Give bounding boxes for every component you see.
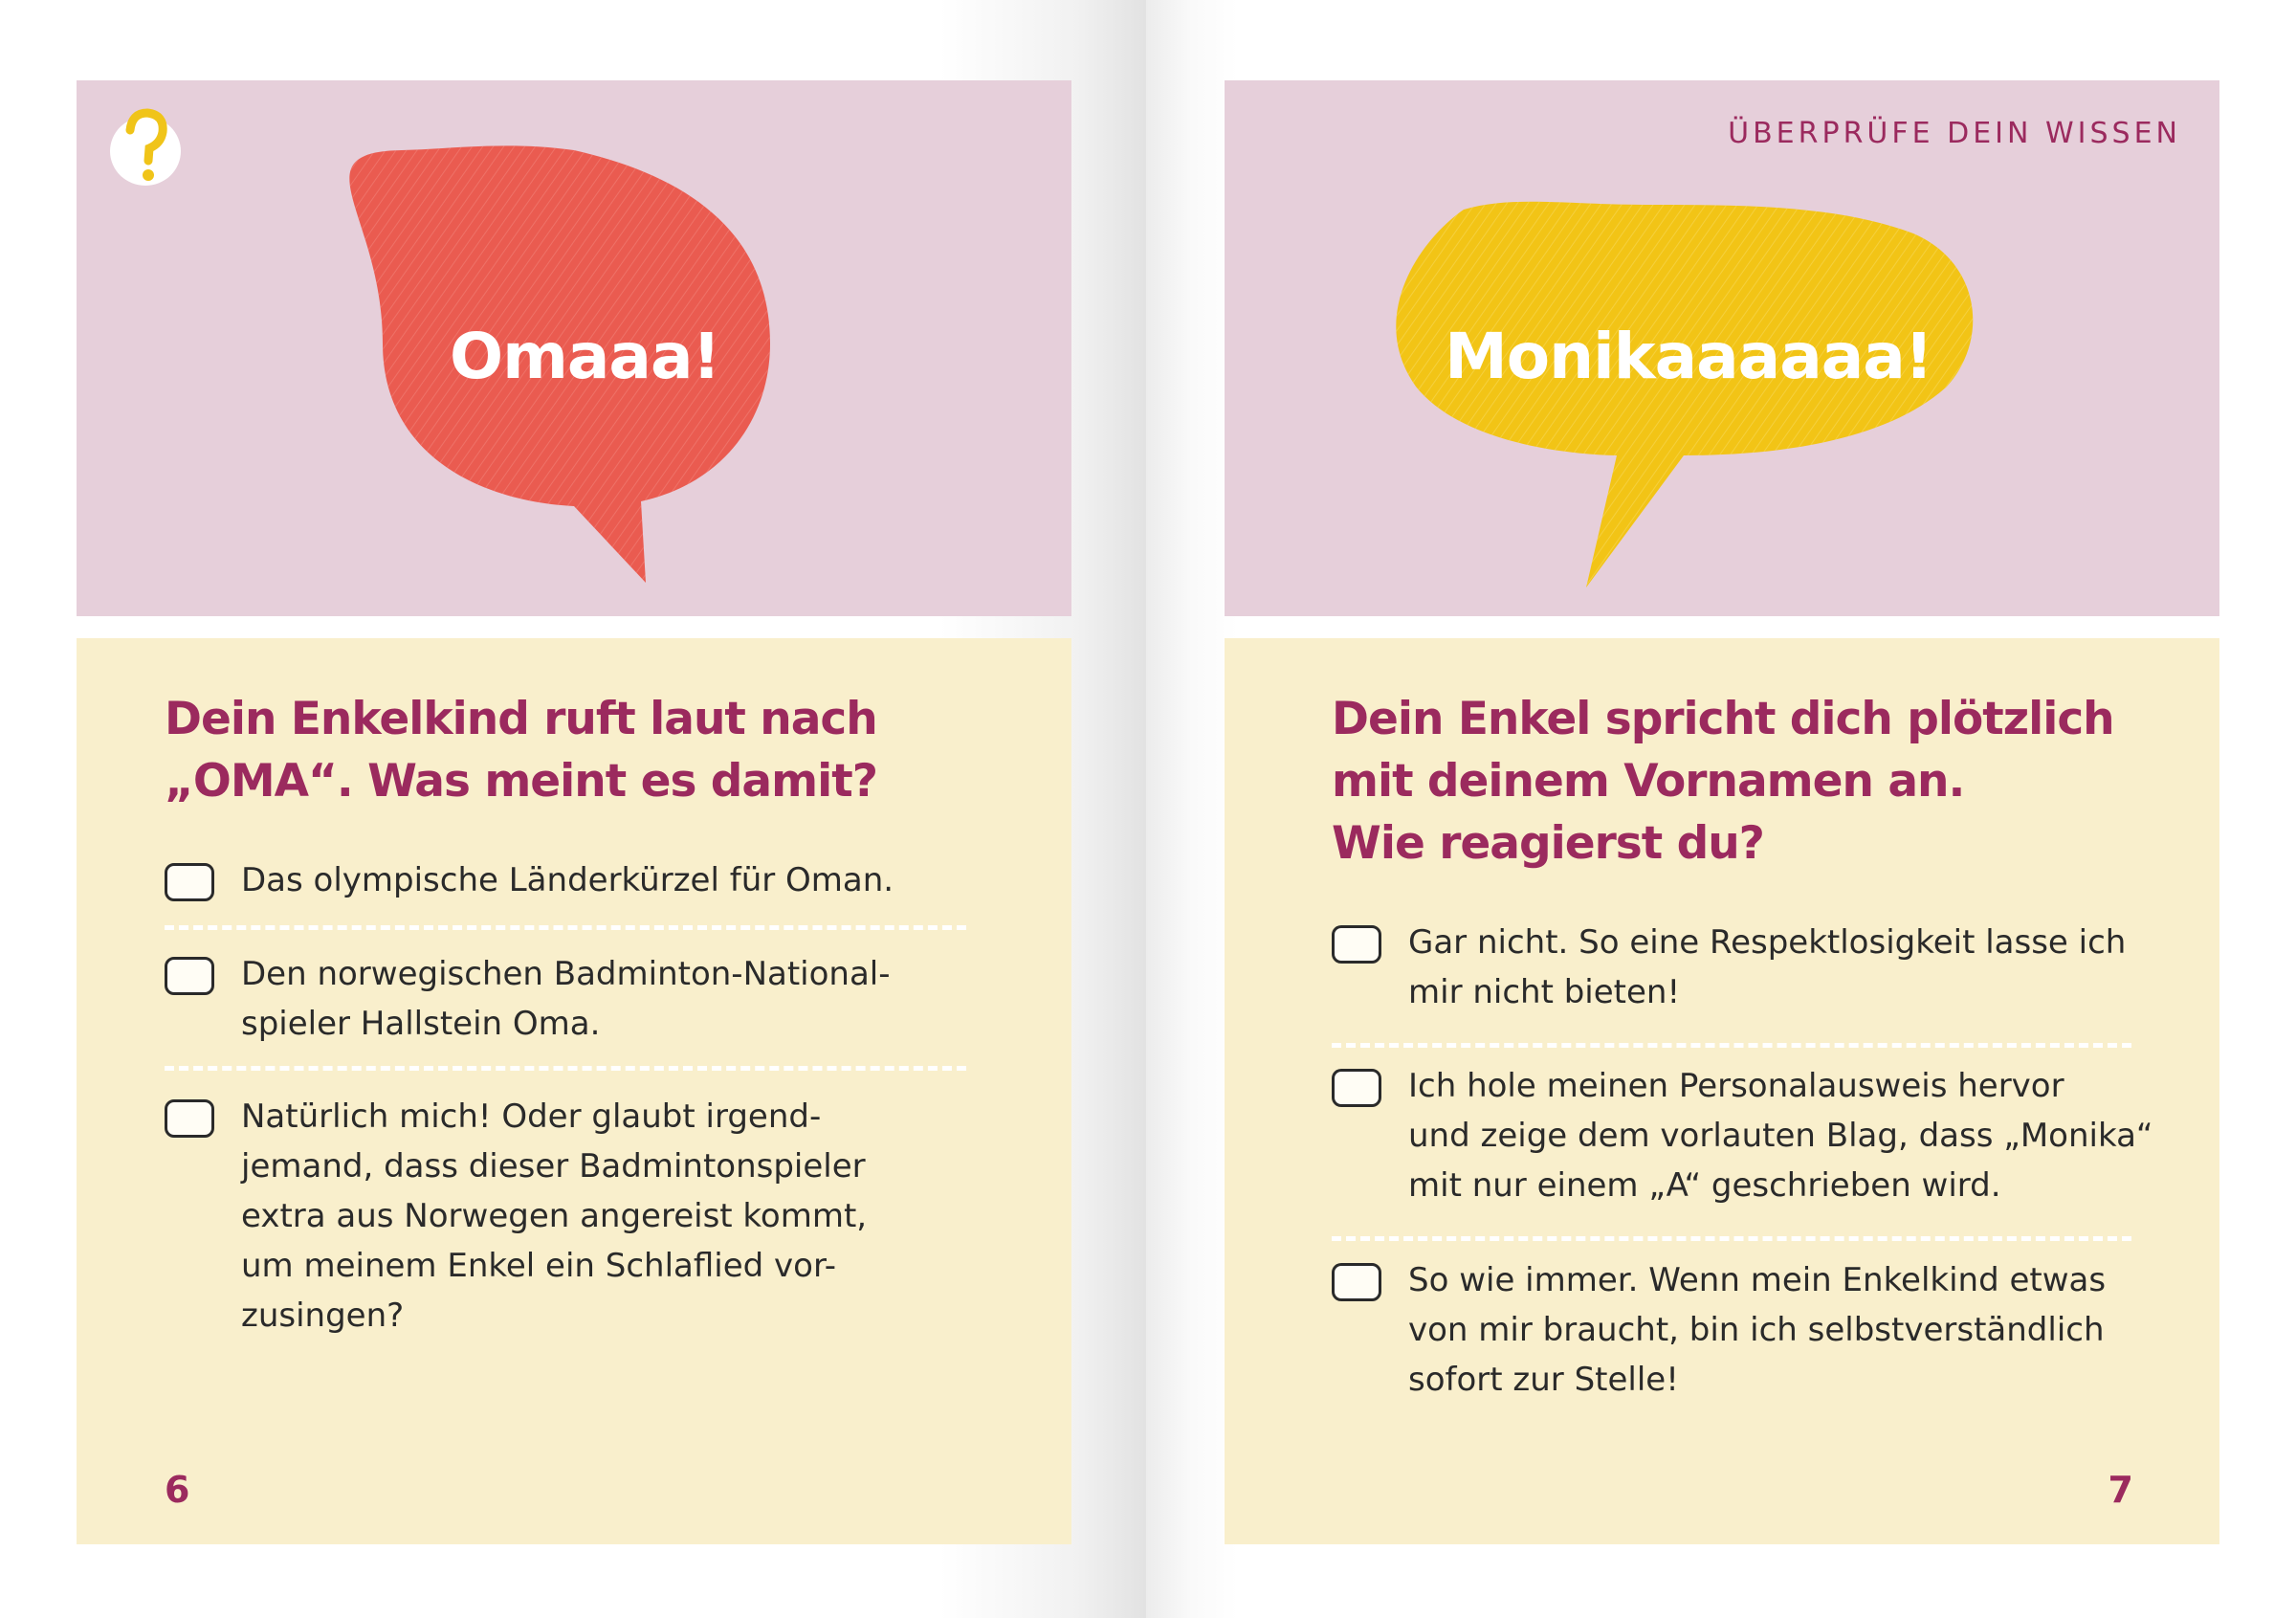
left-option-3-text: Natürlich mich! Oder glaubt irgend- jemand, dass dieser Badmintonspieler extra aus Norwegen angereist kommt, um meinem Enkel ein Schlaflied vor- zusingen? [241,1097,868,1335]
left-illustration-panel [77,80,1071,616]
left-page-number: 6 [165,1469,190,1511]
right-illustration-panel [1225,80,2219,616]
section-label: ÜBERPRÜFE DEIN WISSEN [1728,117,2181,150]
left-option-1-text: Das olympische Länderkürzel für Oman. [241,861,894,899]
right-question: Dein Enkel spricht dich plötzlich mit deinem Vornamen an. Wie reagierst du? [1332,693,2114,870]
right-option-1-checkbox[interactable] [1332,925,1381,964]
right-option-3-checkbox[interactable] [1332,1263,1381,1301]
left-divider-1 [165,925,966,930]
left-quiz-panel [77,638,1071,1544]
left-page [0,0,1146,1618]
left-divider-2 [165,1066,966,1071]
left-bubble-text: Omaaa! [450,320,720,393]
right-page-number: 7 [2108,1469,2133,1511]
right-divider-1 [1332,1043,2131,1048]
right-option-1-text: Gar nicht. So eine Respektlosigkeit lasse ich mir nicht bieten! [1408,923,2127,1011]
right-option-2-text: Ich hole meinen Personalausweis hervor und zeige dem vorlauten Blag, dass „Monika“ mit nur einem „A“ geschrieben wird. [1408,1067,2153,1205]
left-question: Dein Enkelkind ruft laut nach „OMA“. Was meint es damit? [165,693,877,808]
right-page [1146,0,2296,1618]
right-option-3-text: So wie immer. Wenn mein Enkelkind etwas von mir braucht, bin ich selbstverständlich sofort zur Stelle! [1408,1261,2107,1399]
left-option-1-checkbox[interactable] [165,863,214,901]
right-bubble-text: Monikaaaaaa! [1445,320,1932,393]
left-option-2-text: Den norwegischen Badminton-National- spieler Hallstein Oma. [241,955,891,1043]
left-option-2-checkbox[interactable] [165,957,214,995]
right-option-2-checkbox[interactable] [1332,1069,1381,1107]
right-divider-2 [1332,1236,2131,1241]
left-option-3-checkbox[interactable] [165,1099,214,1138]
right-quiz-panel [1225,638,2219,1544]
